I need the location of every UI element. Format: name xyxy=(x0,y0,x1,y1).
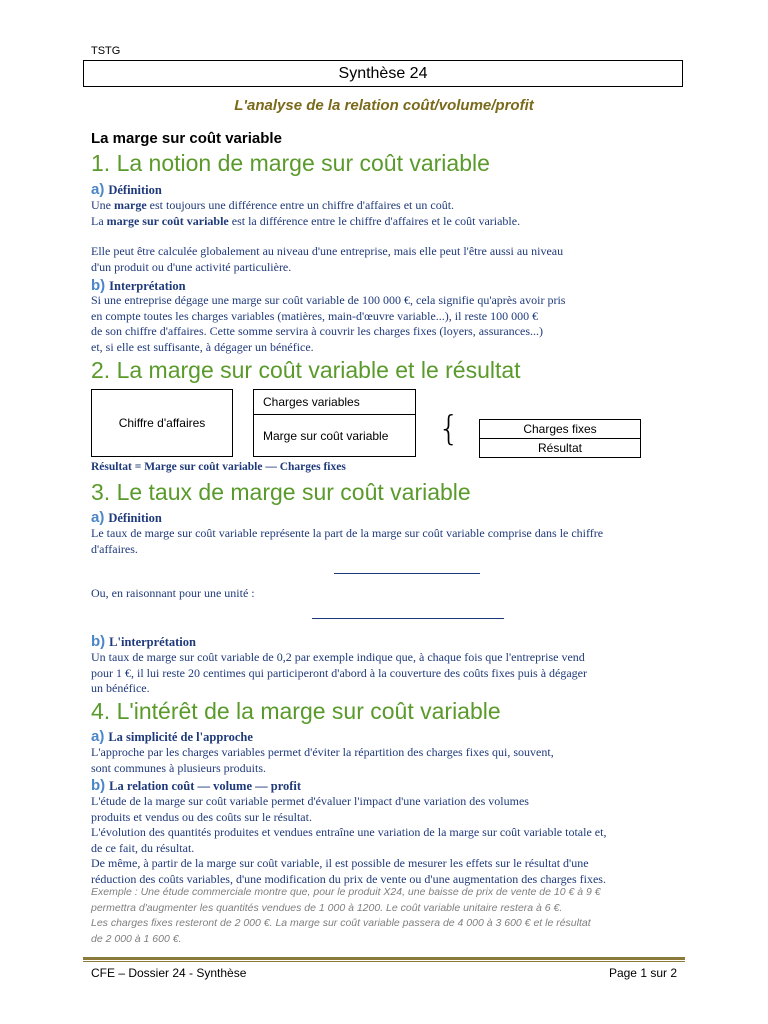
title-box xyxy=(83,60,683,87)
text-line: pour 1 €, il lui reste 20 centimes qui participeront d'abord à la couverture des coûts fixes puis à dégager xyxy=(91,665,588,680)
brace: { xyxy=(438,409,460,449)
text: La xyxy=(91,213,107,228)
bold-term: marge xyxy=(114,198,147,212)
text-line: sont communes à plusieurs produits. xyxy=(91,760,266,775)
bold-term: marge sur coût variable xyxy=(106,213,229,228)
text-line: produits et vendus ou des coûts sur le résultat. xyxy=(91,809,312,824)
s1-b-text xyxy=(91,293,691,355)
page-title: Synthèse 24 xyxy=(338,64,428,82)
s3-a-text xyxy=(91,526,691,557)
section-4-heading: 4. L'intérêt de la marge sur coût variable xyxy=(91,698,501,724)
s4-b-title: La relation coût — volume — profit xyxy=(109,779,302,793)
s4-b-subheading xyxy=(91,777,301,794)
s1-a-subheading xyxy=(91,181,162,198)
text-line: un bénéfice. xyxy=(91,681,150,695)
s4-b-letter: b) xyxy=(91,777,106,794)
text-line: en compte toutes les charges variables (matières, main-d'œuvre variable...), il reste 100 000 € xyxy=(91,308,539,323)
s3-a-letter: a) xyxy=(91,509,105,526)
s1-a-text xyxy=(91,198,691,275)
example-line: Exemple : Une étude commerciale montre que, pour le produit X24, une baisse de prix de vente de 10 € à 9 € xyxy=(91,886,601,898)
example-line: Les charges fixes resteront de 2 000 €. La marge sur coût variable passera de 4 000 à 3 600 € et le résultat xyxy=(91,917,591,929)
text-line: L'étude de la marge sur coût variable permet d'évaluer l'impact d'une variation des volumes xyxy=(91,794,529,808)
s3-a-title: Définition xyxy=(108,511,162,525)
s1-b-subheading xyxy=(91,277,186,294)
footer-page-number: Page 1 sur 2 xyxy=(608,966,677,980)
cf-res-box xyxy=(479,419,641,458)
s1-a-letter: a) xyxy=(91,181,105,198)
s4-b-text xyxy=(91,794,691,887)
s3-b-title: L'interprétation xyxy=(109,635,196,649)
s4-a-letter: a) xyxy=(91,728,105,745)
footer-rule xyxy=(83,957,685,960)
section-3-heading: 3. Le taux de marge sur coût variable xyxy=(91,479,471,505)
page-subtitle: L'analyse de la relation coût/volume/profit xyxy=(234,97,534,114)
s1-b-letter: b) xyxy=(91,277,106,294)
s3-a-subheading xyxy=(91,509,162,526)
text-line: de ce fait, du résultat. xyxy=(91,840,195,855)
text-line: d'un produit ou d'une activité particulière. xyxy=(91,259,292,274)
text-line: Elle peut être calculée globalement au niveau d'une entreprise, mais elle peut l'être aussi au niveau xyxy=(91,244,564,258)
ca-label: Chiffre d'affaires xyxy=(118,416,206,430)
text-line: Un taux de marge sur coût variable de 0,2 par exemple indique que, à chaque fois que l'entreprise vend xyxy=(91,650,585,664)
text: Une xyxy=(91,198,114,212)
text-line: et, si elle est suffisante, à dégager un bénéfice. xyxy=(91,339,314,354)
s1-a-title: Définition xyxy=(108,183,162,197)
lead-heading: La marge sur coût variable xyxy=(91,130,282,147)
example-line: permettra d'augmenter les quantités vendues de 1 000 à 1200. Le coût variable unitaire restera à 6 €. xyxy=(91,901,563,914)
text-line: réduction des coûts variables, d'une modification du prix de vente ou d'une augmentation des charges fixes. xyxy=(91,871,606,886)
formula-blank-2 xyxy=(312,618,504,619)
text: est toujours une différence entre un chiffre d'affaires et un coût. xyxy=(146,198,455,212)
text-line: de son chiffre d'affaires. Cette somme servira à couvrir les charges fixes (loyers, assurances...) xyxy=(91,324,543,338)
formula: Résultat = Marge sur coût variable — Charges fixes xyxy=(91,461,346,473)
text-line: d'affaires. xyxy=(91,541,138,556)
text-line: L'approche par les charges variables permet d'éviter la répartition des charges fixes qui, souvent, xyxy=(91,745,554,759)
cv-label: Charges variables xyxy=(254,390,415,415)
cv-mcv-box xyxy=(253,389,416,457)
s3-b-text xyxy=(91,650,691,697)
s4-a-title: La simplicité de l'approche xyxy=(108,730,253,744)
cf-label: Charges fixes xyxy=(480,420,640,439)
ca-box xyxy=(91,389,233,457)
s4-a-text xyxy=(91,745,691,776)
mcv-label: Marge sur coût variable xyxy=(263,428,389,443)
section-1-heading: 1. La notion de marge sur coût variable xyxy=(91,150,490,176)
text-line: Le taux de marge sur coût variable représente la part de la marge sur coût variable comprise dans le chiffre xyxy=(91,526,604,540)
res-label: Résultat xyxy=(537,441,583,455)
s3-b-subheading xyxy=(91,633,196,650)
text-line: De même, à partir de la marge sur coût variable, il est possible de mesurer les effets sur le résultat d'une xyxy=(91,856,589,870)
s1-b-title: Interprétation xyxy=(109,279,186,293)
s3-b-letter: b) xyxy=(91,633,106,650)
header-tag: TSTG xyxy=(91,45,121,57)
section-2-heading: 2. La marge sur coût variable et le résultat xyxy=(91,357,521,383)
s4-a-subheading xyxy=(91,728,253,745)
footer-rule-thin xyxy=(83,961,685,962)
text-line: Si une entreprise dégage une marge sur coût variable de 100 000 €, cela signifie qu'après avoir pris xyxy=(91,293,566,307)
s3-a-unit-line: Ou, en raisonnant pour une unité : xyxy=(91,586,255,600)
footer-left: CFE – Dossier 24 - Synthèse xyxy=(91,966,247,980)
text-line: L'évolution des quantités produites et vendues entraîne une variation de la marge sur coût variable totale et, xyxy=(91,825,607,839)
example-block xyxy=(91,885,691,947)
formula-blank-1 xyxy=(334,573,480,574)
text: est la différence entre le chiffre d'affaires et le coût variable. xyxy=(228,213,521,228)
example-line: de 2 000 à 1 600 €. xyxy=(91,932,182,945)
